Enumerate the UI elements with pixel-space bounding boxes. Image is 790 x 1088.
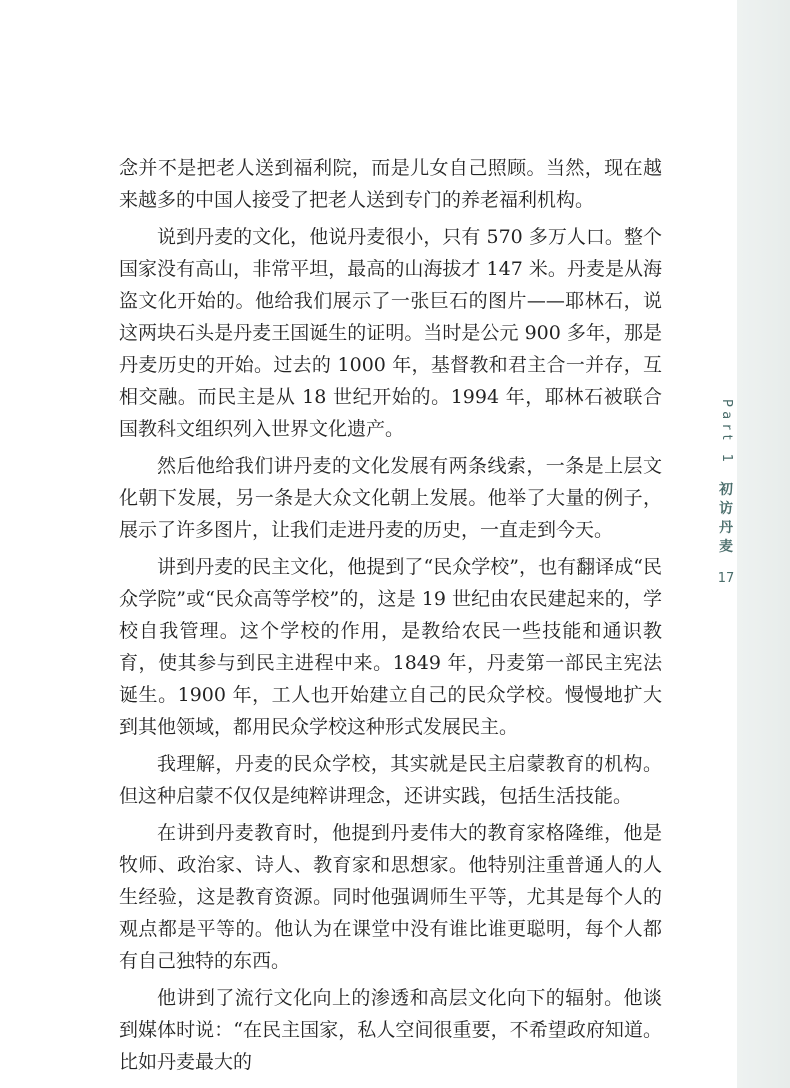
chapter-title [713,481,739,557]
paragraph: 我理解，丹麦的民众学校，其实就是民主启蒙教育的机构。但这种启蒙不仅仅是纯粹讲理念，还讲实践，包括生活技能。 [119,753,662,807]
chapter-title-char: 初 [719,482,733,498]
paragraph: 说到丹麦的文化，他说丹麦很小，只有 570 多万人口。整个国家没有高山，非常平坦，最高的山海拔才 147 米。丹麦是从海盗文化开始的。他给我们展示了一张巨石的图片——耶林石，说这两块石头是丹麦王国诞生的证明。当时是公元 900 多年，那是丹麦历史的开始。过去的 1000 年，基督教和君主合一并存，互相交融。而民主是从 18 世纪开始的。1994 年，耶林石被联合国教科文组织列入世界文化遗产。 [119,226,662,440]
paragraph-continued: 念并不是把老人送到福利院，而是儿女自己照顾。当然，现在越来越多的中国人接受了把老人送到专门的养老福利机构。 [119,157,662,211]
paragraph: 他讲到了流行文化向上的渗透和高层文化向下的辐射。他谈到媒体时说：“在民主国家，私人空间很重要，不希望政府知道。比如丹麦最大的 [119,987,662,1073]
side-tab-strip [737,0,790,1088]
body-text [119,152,662,1078]
part-label: Part 1 [719,398,734,468]
paragraph: 讲到丹麦的民主文化，他提到了“民众学校”，也有翻译成“民众学院”或“民众高等学校”的，这是 19 世纪由农民建起来的，学校自我管理。这个学校的作用，是教给农民一些技能和通识教育，使其参与到民主进程中来。1849 年，丹麦第一部民主宪法诞生。1900 年，工人也开始建立自己的民众学校。慢慢地扩大到其他领域，都用民众学校这种形式发展民主。 [119,556,662,738]
chapter-title-char: 麦 [719,539,733,555]
page-number: 17 [717,571,735,586]
paragraph: 然后他给我们讲丹麦的文化发展有两条线索，一条是上层文化朝下发展，另一条是大众文化朝上发展。他举了大量的例子，展示了许多图片，让我们走进丹麦的历史，一直走到今天。 [119,455,662,541]
paragraph: 在讲到丹麦教育时，他提到丹麦伟大的教育家格隆维，他是牧师、政治家、诗人、教育家和思想家。他特别注重普通人的人生经验，这是教育资源。同时他强调师生平等，尤其是每个人的观点都是平等的。他认为在课堂中没有谁比谁更聪明，每个人都有自己独特的东西。 [119,822,662,972]
chapter-title-char: 丹 [719,520,733,536]
chapter-title-char: 访 [719,501,733,517]
